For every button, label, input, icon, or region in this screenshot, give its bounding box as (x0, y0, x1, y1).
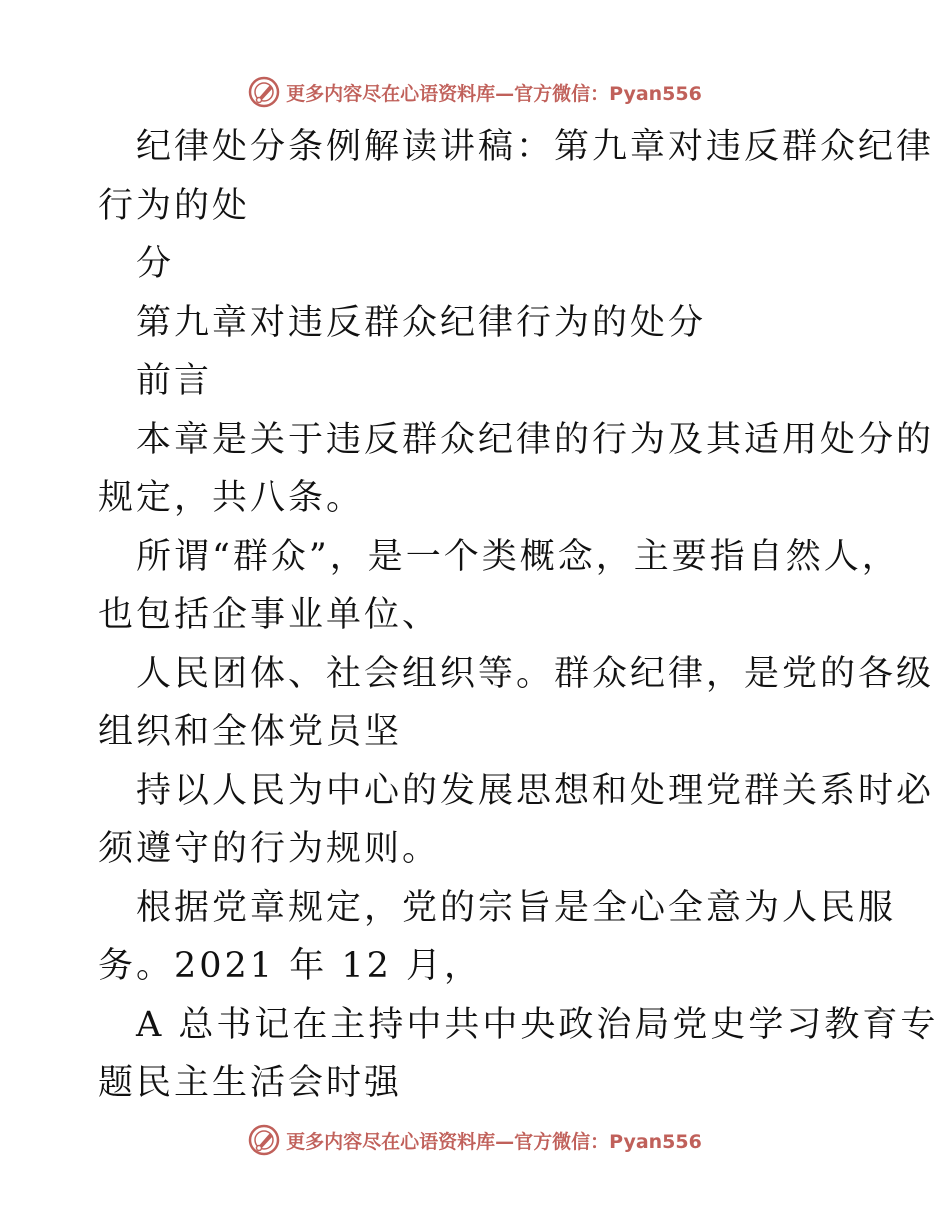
paragraph (98, 528, 900, 645)
paragraph-line: 分 (136, 244, 175, 284)
paragraph-line: 第九章对违反群众纪律行为的处分 (136, 302, 707, 343)
paragraph (98, 996, 939, 1113)
paragraph-line: 持以人民为中心的发展思想和处理党群关系时必 (136, 770, 935, 811)
paragraph-line: 纪律处分条例解读讲稿：第九章对违反群众纪律 (136, 127, 935, 167)
banner-wechat: 官方微信：Pyan556 (514, 1130, 702, 1153)
paragraph-line: 题民主生活会时强 (98, 1063, 403, 1103)
paragraph (98, 411, 935, 528)
document-body (98, 118, 939, 1113)
banner-title: 更多内容尽在心语资料库— (286, 82, 515, 105)
header-banner (0, 72, 950, 112)
paragraph (98, 879, 897, 996)
paragraph (98, 762, 935, 879)
paragraph-line: 人民团体、社会组织等。群众纪律，是党的各级 (136, 653, 935, 694)
paragraph-line: A 总书记在主持中共中央政治局党史学习教育专 (136, 1004, 939, 1045)
paragraph-line: 所谓“群众”，是一个类概念，主要指自然人， (136, 536, 900, 577)
paragraph-line: 须遵守的行为规则。 (98, 829, 441, 869)
banner-wechat: 官方微信：Pyan556 (514, 82, 702, 105)
paragraph-line: 组织和全体党员坚 (98, 712, 403, 752)
paragraph-line: 务。2021 年 12 月， (98, 946, 482, 986)
paragraph-line: 规定，共八条。 (98, 478, 365, 518)
paragraph-line: 前言 (136, 361, 213, 401)
paragraph-chapter-heading (98, 294, 858, 353)
pen-logo-icon (248, 76, 280, 108)
paragraph-line: 根据党章规定，党的宗旨是全心全意为人民服 (136, 887, 897, 928)
paragraph (98, 645, 935, 762)
pen-logo-icon (248, 1124, 280, 1156)
paragraph-line: 本章是关于违反群众纪律的行为及其适用处分的 (136, 419, 935, 460)
paragraph (98, 235, 858, 294)
paragraph-line: 也包括企事业单位、 (98, 595, 441, 635)
paragraph-preface-heading (98, 352, 858, 411)
footer-banner (0, 1120, 950, 1160)
paragraph-line: 行为的处 (98, 185, 251, 226)
banner-title: 更多内容尽在心语资料库— (286, 1130, 515, 1153)
paragraph-title (98, 118, 935, 235)
